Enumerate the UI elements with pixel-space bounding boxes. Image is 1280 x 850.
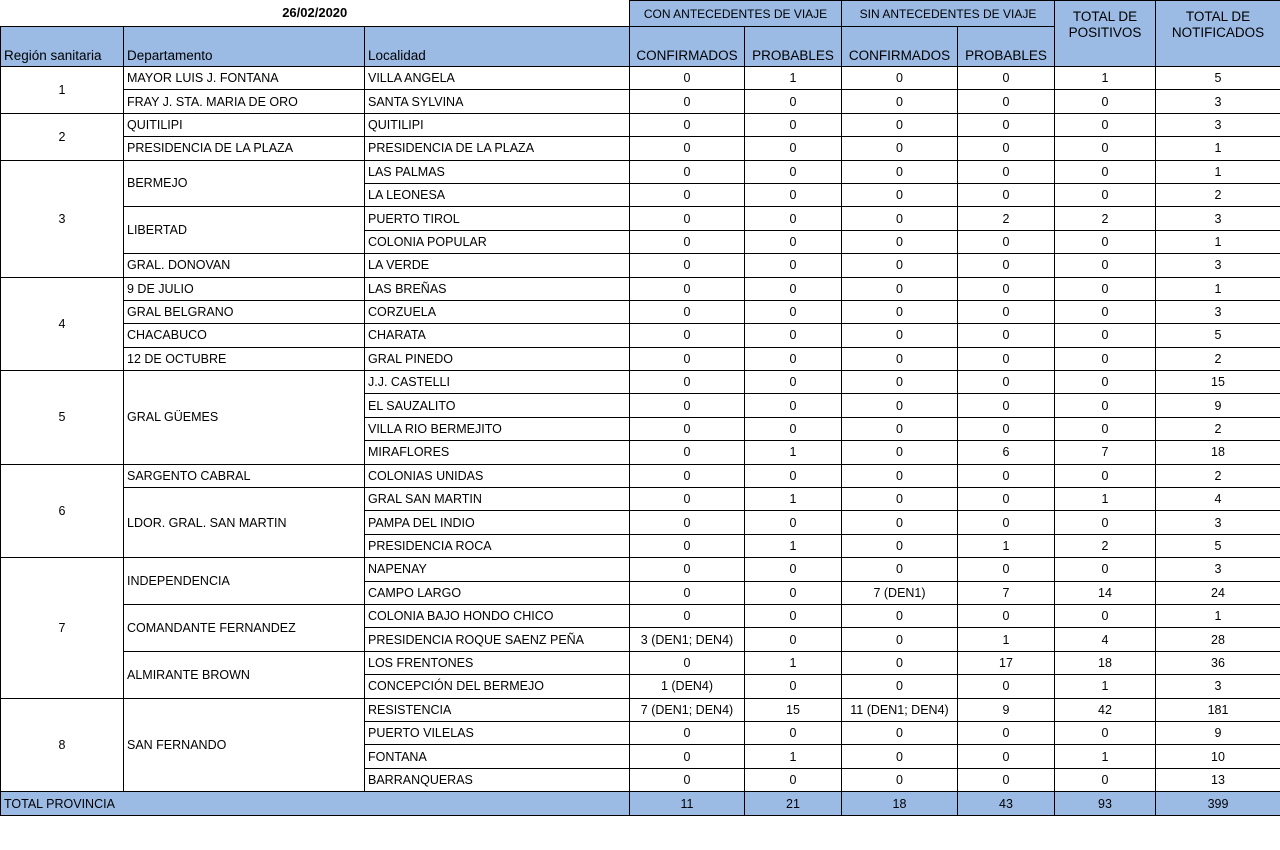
departamento-cell: LDOR. GRAL. SAN MARTIN: [124, 488, 365, 558]
value-cell-tn: 36: [1156, 651, 1280, 674]
value-cell-sc: 0: [842, 558, 958, 581]
value-cell-tp: 0: [1055, 300, 1156, 323]
value-cell-cp: 0: [745, 183, 842, 206]
value-cell-sp: 0: [958, 417, 1055, 440]
value-cell-sp: 2: [958, 207, 1055, 230]
header-con-probables: PROBABLES: [745, 27, 842, 67]
value-cell-sp: 0: [958, 324, 1055, 347]
value-cell-tp: 0: [1055, 417, 1156, 440]
value-cell-tn: 1: [1156, 277, 1280, 300]
value-cell-tp: 0: [1055, 160, 1156, 183]
value-cell-tn: 3: [1156, 511, 1280, 534]
departamento-cell: FRAY J. STA. MARIA DE ORO: [124, 90, 365, 113]
table-row: [1, 67, 1280, 90]
value-cell-tp: 0: [1055, 254, 1156, 277]
value-cell-cp: 1: [745, 441, 842, 464]
value-cell-cp: 0: [745, 324, 842, 347]
value-cell-sc: 0: [842, 464, 958, 487]
localidad-cell: QUITILIPI: [365, 113, 630, 136]
value-cell-tn: 3: [1156, 675, 1280, 698]
table-row: [1, 137, 1280, 160]
localidad-cell: GRAL PINEDO: [365, 347, 630, 370]
value-cell-tp: 0: [1055, 371, 1156, 394]
departamento-cell: 9 DE JULIO: [124, 277, 365, 300]
value-cell-sp: 0: [958, 558, 1055, 581]
value-cell-sp: 1: [958, 628, 1055, 651]
value-cell-sp: 0: [958, 113, 1055, 136]
value-cell-tp: 0: [1055, 113, 1156, 136]
value-cell-tn: 2: [1156, 464, 1280, 487]
value-cell-sc: 0: [842, 207, 958, 230]
value-cell-sc: 0: [842, 254, 958, 277]
value-cell-cc: 0: [630, 324, 745, 347]
value-cell-tp: 0: [1055, 394, 1156, 417]
header-con-confirmados: CONFIRMADOS: [630, 27, 745, 67]
value-cell-sc: 0: [842, 300, 958, 323]
localidad-cell: LA LEONESA: [365, 183, 630, 206]
value-cell-sc: 0: [842, 137, 958, 160]
value-cell-tn: 1: [1156, 230, 1280, 253]
value-cell-sc: 0: [842, 604, 958, 627]
table-row: [1, 347, 1280, 370]
localidad-cell: LOS FRENTONES: [365, 651, 630, 674]
value-cell-sc: 0: [842, 230, 958, 253]
localidad-cell: COLONIA POPULAR: [365, 230, 630, 253]
region-cell: 8: [1, 698, 124, 792]
value-cell-sp: 6: [958, 441, 1055, 464]
value-cell-cp: 1: [745, 67, 842, 90]
value-cell-sp: 0: [958, 90, 1055, 113]
value-cell-cc: 0: [630, 488, 745, 511]
value-cell-cp: 0: [745, 581, 842, 604]
value-cell-sp: 0: [958, 745, 1055, 768]
departamento-cell: QUITILIPI: [124, 113, 365, 136]
value-cell-sc: 0: [842, 371, 958, 394]
localidad-cell: SANTA SYLVINA: [365, 90, 630, 113]
value-cell-cp: 0: [745, 90, 842, 113]
value-cell-cc: 0: [630, 183, 745, 206]
value-cell-cc: 0: [630, 768, 745, 791]
value-cell-cc: 0: [630, 347, 745, 370]
value-cell-tn: 181: [1156, 698, 1280, 721]
departamento-cell: SARGENTO CABRAL: [124, 464, 365, 487]
departamento-cell: 12 DE OCTUBRE: [124, 347, 365, 370]
value-cell-cp: 0: [745, 394, 842, 417]
value-cell-sp: 0: [958, 604, 1055, 627]
value-cell-cp: 0: [745, 347, 842, 370]
value-cell-sp: 0: [958, 394, 1055, 417]
value-cell-sc: 0: [842, 277, 958, 300]
value-cell-sc: 0: [842, 183, 958, 206]
table-row: [1, 207, 1280, 230]
value-cell-sp: 7: [958, 581, 1055, 604]
value-cell-tp: 7: [1055, 441, 1156, 464]
value-cell-cp: 0: [745, 675, 842, 698]
value-cell-tn: 3: [1156, 558, 1280, 581]
value-cell-tn: 3: [1156, 207, 1280, 230]
value-cell-sc: 0: [842, 394, 958, 417]
value-cell-tp: 0: [1055, 604, 1156, 627]
value-cell-cc: 0: [630, 651, 745, 674]
table-row: [1, 90, 1280, 113]
departamento-cell: PRESIDENCIA DE LA PLAZA: [124, 137, 365, 160]
value-cell-sc: 0: [842, 651, 958, 674]
value-cell-tp: 2: [1055, 207, 1156, 230]
localidad-cell: BARRANQUERAS: [365, 768, 630, 791]
value-cell-cc: 0: [630, 745, 745, 768]
value-cell-sc: 0: [842, 488, 958, 511]
localidad-cell: PUERTO TIROL: [365, 207, 630, 230]
value-cell-sp: 17: [958, 651, 1055, 674]
localidad-cell: GRAL SAN MARTIN: [365, 488, 630, 511]
value-cell-sp: 0: [958, 254, 1055, 277]
value-cell-tp: 0: [1055, 324, 1156, 347]
region-cell: 1: [1, 67, 124, 114]
value-cell-sc: 0: [842, 160, 958, 183]
header-con-antecedentes: CON ANTECEDENTES DE VIAJE: [630, 1, 842, 27]
value-cell-tn: 2: [1156, 417, 1280, 440]
total-value-tp: 93: [1055, 792, 1156, 816]
localidad-cell: VILLA RIO BERMEJITO: [365, 417, 630, 440]
value-cell-sp: 0: [958, 464, 1055, 487]
value-cell-sp: 0: [958, 675, 1055, 698]
table-row: [1, 604, 1280, 627]
value-cell-cc: 0: [630, 113, 745, 136]
value-cell-sc: 0: [842, 745, 958, 768]
value-cell-tp: 0: [1055, 183, 1156, 206]
total-value-tn: 399: [1156, 792, 1280, 816]
header-total-positivos: TOTAL DE POSITIVOS: [1055, 1, 1156, 67]
value-cell-sp: 0: [958, 67, 1055, 90]
value-cell-tn: 10: [1156, 745, 1280, 768]
value-cell-cp: 0: [745, 160, 842, 183]
value-cell-cp: 0: [745, 464, 842, 487]
value-cell-cp: 1: [745, 488, 842, 511]
value-cell-cc: 0: [630, 90, 745, 113]
localidad-cell: CORZUELA: [365, 300, 630, 323]
localidad-cell: PUERTO VILELAS: [365, 721, 630, 744]
departamento-cell: MAYOR LUIS J. FONTANA: [124, 67, 365, 90]
localidad-cell: FONTANA: [365, 745, 630, 768]
table-row: [1, 464, 1280, 487]
localidad-cell: PRESIDENCIA ROQUE SAENZ PEÑA: [365, 628, 630, 651]
value-cell-cc: 0: [630, 207, 745, 230]
localidad-cell: PAMPA DEL INDIO: [365, 511, 630, 534]
total-label: TOTAL PROVINCIA: [1, 792, 630, 816]
header-sin-probables: PROBABLES: [958, 27, 1055, 67]
total-value-cp: 21: [745, 792, 842, 816]
header-departamento: Departamento: [124, 27, 365, 67]
value-cell-tp: 0: [1055, 464, 1156, 487]
value-cell-sc: 0: [842, 441, 958, 464]
value-cell-sp: 0: [958, 371, 1055, 394]
value-cell-cc: 0: [630, 230, 745, 253]
value-cell-sc: 7 (DEN1): [842, 581, 958, 604]
value-cell-sc: 0: [842, 324, 958, 347]
header-total-notificados: TOTAL DE NOTIFICADOS: [1156, 1, 1280, 67]
region-cell: 5: [1, 371, 124, 465]
table-row: [1, 324, 1280, 347]
value-cell-tn: 15: [1156, 371, 1280, 394]
value-cell-cc: 0: [630, 721, 745, 744]
value-cell-cp: 0: [745, 230, 842, 253]
value-cell-tp: 0: [1055, 277, 1156, 300]
value-cell-sc: 0: [842, 417, 958, 440]
table-row: [1, 277, 1280, 300]
localidad-cell: RESISTENCIA: [365, 698, 630, 721]
value-cell-tp: 4: [1055, 628, 1156, 651]
localidad-cell: CHARATA: [365, 324, 630, 347]
value-cell-cc: 0: [630, 254, 745, 277]
value-cell-tn: 9: [1156, 721, 1280, 744]
value-cell-cp: 0: [745, 277, 842, 300]
value-cell-sp: 0: [958, 183, 1055, 206]
value-cell-cc: 0: [630, 160, 745, 183]
value-cell-cp: 15: [745, 698, 842, 721]
value-cell-cp: 0: [745, 371, 842, 394]
value-cell-tn: 3: [1156, 90, 1280, 113]
table-row: [1, 300, 1280, 323]
value-cell-cp: 1: [745, 534, 842, 557]
departamento-cell: BERMEJO: [124, 160, 365, 207]
value-cell-sp: 9: [958, 698, 1055, 721]
value-cell-tp: 0: [1055, 347, 1156, 370]
value-cell-cc: 0: [630, 277, 745, 300]
header-sin-antecedentes: SIN ANTECEDENTES DE VIAJE: [842, 1, 1055, 27]
value-cell-sc: 0: [842, 347, 958, 370]
value-cell-cp: 0: [745, 207, 842, 230]
value-cell-tp: 0: [1055, 511, 1156, 534]
value-cell-sc: 0: [842, 67, 958, 90]
region-cell: 6: [1, 464, 124, 558]
value-cell-cp: 0: [745, 511, 842, 534]
total-value-sc: 18: [842, 792, 958, 816]
localidad-cell: LAS BREÑAS: [365, 277, 630, 300]
value-cell-cc: 1 (DEN4): [630, 675, 745, 698]
value-cell-cc: 0: [630, 464, 745, 487]
value-cell-cp: 0: [745, 604, 842, 627]
value-cell-tn: 4: [1156, 488, 1280, 511]
departamento-cell: CHACABUCO: [124, 324, 365, 347]
value-cell-cc: 0: [630, 417, 745, 440]
value-cell-sc: 0: [842, 534, 958, 557]
value-cell-cc: 0: [630, 137, 745, 160]
departamento-cell: ALMIRANTE BROWN: [124, 651, 365, 698]
value-cell-cc: 0: [630, 558, 745, 581]
value-cell-tn: 1: [1156, 604, 1280, 627]
value-cell-sp: 0: [958, 300, 1055, 323]
value-cell-sc: 0: [842, 768, 958, 791]
value-cell-cc: 0: [630, 604, 745, 627]
value-cell-tp: 0: [1055, 768, 1156, 791]
localidad-cell: CAMPO LARGO: [365, 581, 630, 604]
value-cell-tn: 5: [1156, 534, 1280, 557]
value-cell-cc: 3 (DEN1; DEN4): [630, 628, 745, 651]
value-cell-cp: 1: [745, 745, 842, 768]
value-cell-tp: 18: [1055, 651, 1156, 674]
value-cell-cp: 0: [745, 768, 842, 791]
header-localidad: Localidad: [365, 27, 630, 67]
value-cell-tp: 1: [1055, 488, 1156, 511]
value-cell-tp: 0: [1055, 230, 1156, 253]
value-cell-tn: 2: [1156, 347, 1280, 370]
value-cell-cc: 0: [630, 534, 745, 557]
region-cell: 3: [1, 160, 124, 277]
value-cell-tn: 9: [1156, 394, 1280, 417]
departamento-cell: SAN FERNANDO: [124, 698, 365, 792]
value-cell-cp: 0: [745, 254, 842, 277]
value-cell-cp: 0: [745, 628, 842, 651]
localidad-cell: COLONIAS UNIDAS: [365, 464, 630, 487]
localidad-cell: LAS PALMAS: [365, 160, 630, 183]
total-value-sp: 43: [958, 792, 1055, 816]
value-cell-tp: 0: [1055, 558, 1156, 581]
value-cell-sp: 1: [958, 534, 1055, 557]
table-row: [1, 254, 1280, 277]
value-cell-cc: 0: [630, 394, 745, 417]
localidad-cell: J.J. CASTELLI: [365, 371, 630, 394]
value-cell-tp: 1: [1055, 745, 1156, 768]
value-cell-tp: 1: [1055, 67, 1156, 90]
localidad-cell: EL SAUZALITO: [365, 394, 630, 417]
value-cell-cp: 1: [745, 651, 842, 674]
value-cell-tn: 24: [1156, 581, 1280, 604]
table-row: [1, 651, 1280, 674]
value-cell-cc: 0: [630, 441, 745, 464]
value-cell-tp: 2: [1055, 534, 1156, 557]
value-cell-sp: 0: [958, 137, 1055, 160]
header-region: Región sanitaria: [1, 27, 124, 67]
total-value-cc: 11: [630, 792, 745, 816]
localidad-cell: PRESIDENCIA DE LA PLAZA: [365, 137, 630, 160]
departamento-cell: INDEPENDENCIA: [124, 558, 365, 605]
region-cell: 2: [1, 113, 124, 160]
value-cell-cp: 0: [745, 113, 842, 136]
value-cell-sc: 0: [842, 90, 958, 113]
value-cell-sc: 0: [842, 511, 958, 534]
value-cell-cc: 0: [630, 300, 745, 323]
departamento-cell: LIBERTAD: [124, 207, 365, 254]
value-cell-sc: 0: [842, 628, 958, 651]
value-cell-tn: 28: [1156, 628, 1280, 651]
localidad-cell: MIRAFLORES: [365, 441, 630, 464]
value-cell-tp: 0: [1055, 721, 1156, 744]
value-cell-tn: 3: [1156, 300, 1280, 323]
value-cell-tn: 3: [1156, 254, 1280, 277]
value-cell-sp: 0: [958, 230, 1055, 253]
value-cell-sp: 0: [958, 347, 1055, 370]
value-cell-sp: 0: [958, 511, 1055, 534]
value-cell-tn: 18: [1156, 441, 1280, 464]
value-cell-tp: 0: [1055, 90, 1156, 113]
value-cell-tn: 5: [1156, 67, 1280, 90]
departamento-cell: GRAL BELGRANO: [124, 300, 365, 323]
departamento-cell: GRAL GÜEMES: [124, 371, 365, 465]
value-cell-sc: 11 (DEN1; DEN4): [842, 698, 958, 721]
value-cell-tn: 5: [1156, 324, 1280, 347]
value-cell-cp: 0: [745, 137, 842, 160]
value-cell-sp: 0: [958, 160, 1055, 183]
table-row: [1, 698, 1280, 721]
value-cell-cp: 0: [745, 300, 842, 323]
table-row: [1, 558, 1280, 581]
value-cell-tp: 0: [1055, 137, 1156, 160]
value-cell-sc: 0: [842, 113, 958, 136]
value-cell-cc: 0: [630, 511, 745, 534]
value-cell-sp: 0: [958, 768, 1055, 791]
localidad-cell: LA VERDE: [365, 254, 630, 277]
localidad-cell: VILLA ANGELA: [365, 67, 630, 90]
localidad-cell: PRESIDENCIA ROCA: [365, 534, 630, 557]
value-cell-sc: 0: [842, 721, 958, 744]
table-row: [1, 160, 1280, 183]
value-cell-tn: 1: [1156, 137, 1280, 160]
value-cell-tn: 2: [1156, 183, 1280, 206]
departamento-cell: GRAL. DONOVAN: [124, 254, 365, 277]
value-cell-sp: 0: [958, 277, 1055, 300]
localidad-cell: COLONIA BAJO HONDO CHICO: [365, 604, 630, 627]
header-sin-confirmados: CONFIRMADOS: [842, 27, 958, 67]
value-cell-sc: 0: [842, 675, 958, 698]
value-cell-cp: 0: [745, 558, 842, 581]
value-cell-tn: 1: [1156, 160, 1280, 183]
value-cell-sp: 0: [958, 721, 1055, 744]
value-cell-cc: 0: [630, 371, 745, 394]
value-cell-tn: 3: [1156, 113, 1280, 136]
table-row: [1, 113, 1280, 136]
value-cell-cc: 0: [630, 581, 745, 604]
value-cell-tp: 14: [1055, 581, 1156, 604]
region-cell: 7: [1, 558, 124, 698]
localidad-cell: CONCEPCIÓN DEL BERMEJO: [365, 675, 630, 698]
report-date: 26/02/2020: [1, 1, 630, 27]
total-row: [1, 792, 1280, 816]
value-cell-tp: 42: [1055, 698, 1156, 721]
region-cell: 4: [1, 277, 124, 371]
value-cell-sp: 0: [958, 488, 1055, 511]
table-row: [1, 371, 1280, 394]
value-cell-cp: 0: [745, 417, 842, 440]
localidad-cell: NAPENAY: [365, 558, 630, 581]
departamento-cell: COMANDANTE FERNANDEZ: [124, 604, 365, 651]
value-cell-tp: 1: [1055, 675, 1156, 698]
value-cell-cp: 0: [745, 721, 842, 744]
value-cell-tn: 13: [1156, 768, 1280, 791]
value-cell-cc: 7 (DEN1; DEN4): [630, 698, 745, 721]
value-cell-cc: 0: [630, 67, 745, 90]
table-row: [1, 488, 1280, 511]
